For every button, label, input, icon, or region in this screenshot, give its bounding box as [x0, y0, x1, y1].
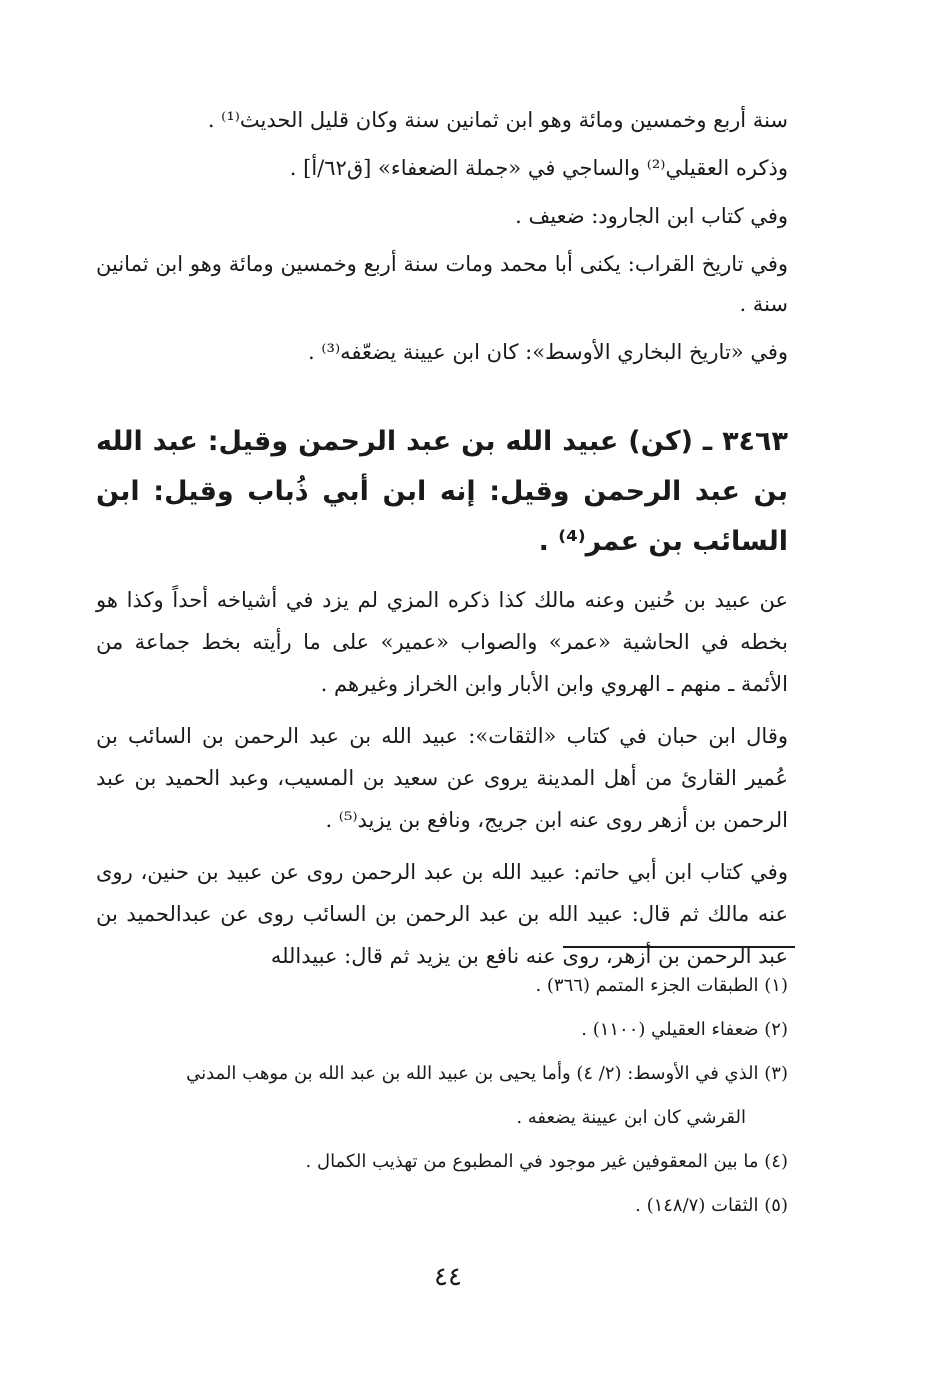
footnote-1: (١) الطبقات الجزء المتمم (٣٦٦) .: [535, 975, 788, 996]
main-text: [96, 100, 788, 372]
entry-paragraph-2: وقال ابن حبان في كتاب «الثقات»: عبيد الله بن عبد الرحمن بن السائب بن عُمير القارئ من أهل المدينة يروى عن سعيد بن المسيب، وعبد الحميد بن عبد الرحمن بن أزهر روى عنه ابن جريج، ونافع بن يزيد⁽⁵⁾ .: [96, 724, 788, 832]
footnote-5: (٥) الثقات (١٤٨/٧) .: [635, 1195, 788, 1216]
entry-heading: ٣٤٦٣ ـ (كن) عبيد الله بن عبد الرحمن وقيل: عبد الله بن عبد الرحمن وقيل: إنه ابن أبي ذُباب وقيل: ابن السائب بن عمر⁽⁴⁾ .: [96, 426, 788, 557]
footnote-4: (٤) ما بين المعقوفين غير موجود في المطبوع من تهذيب الكمال .: [305, 1151, 788, 1172]
footnote-separator: [563, 946, 795, 948]
paragraph-2: وذكره العقيلي⁽²⁾ والساجي في «جملة الضعفاء» [ق٦٢/أ] .: [289, 156, 788, 180]
paragraph-1: سنة أربع وخمسين ومائة وهو ابن ثمانين سنة وكان قليل الحديث⁽¹⁾ .: [207, 108, 788, 132]
footnote-2: (٢) ضعفاء العقيلي (١١٠٠) .: [581, 1019, 788, 1040]
footnote-3-continuation: القرشي كان ابن عيينة يضعفه .: [516, 1107, 746, 1128]
entry-section: [96, 417, 788, 977]
paragraph-3: وفي كتاب ابن الجارود: ضعيف .: [515, 204, 788, 228]
footnote-3: (٣) الذي في الأوسط: (٢/ ٤) وأما يحيى بن عبيد الله بن عبد الله بن موهب المدني: [186, 1063, 788, 1084]
page-number: ٤٤: [434, 1262, 462, 1292]
entry-paragraph-3: وفي كتاب ابن أبي حاتم: عبيد الله بن عبد الرحمن روى عن عبيد بن حنين، روى عنه مالك ثم قال: عبيد الله بن عبد الرحمن بن السائب روى عن عبدالحميد بن عبد الرحمن بن أزهر، روى عنه نافع بن يزيد ثم قال: عبيدالله: [96, 860, 788, 968]
footnotes: [96, 964, 788, 1228]
paragraph-5: وفي «تاريخ البخاري الأوسط»: كان ابن عيينة يضعّفه⁽³⁾ .: [308, 340, 788, 364]
entry-paragraph-1: عن عبيد بن حُنين وعنه مالك كذا ذكره المزي لم يزد في أشياخه أحداً وكذا هو بخطه في الحاشية «عمر» والصواب «عمير» على ما رأيته بخط جماعة من الأئمة ـ منهم ـ الهروي وابن الأبار وابن الخراز وغيرهم .: [96, 588, 788, 696]
paragraph-4: وفي تاريخ القراب: يكنى أبا محمد ومات سنة أربع وخمسين ومائة وهو ابن ثمانين سنة .: [96, 252, 788, 316]
